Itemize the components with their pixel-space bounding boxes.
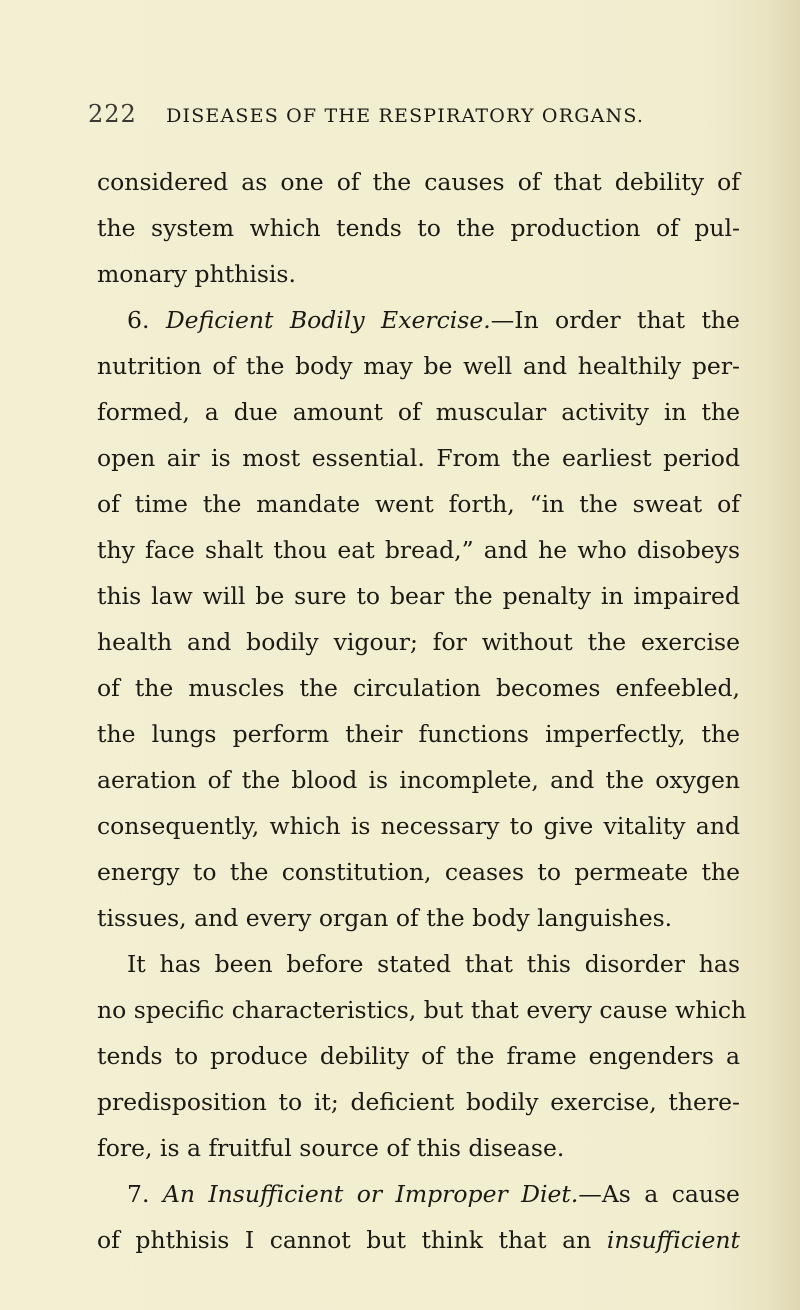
text-line-15: consequently, which is necessary to give vitality and	[97, 812, 740, 840]
text-line-3: monary phthisis.	[97, 260, 296, 288]
text-line-10: this law will be sure to bear the penalty in impaired	[97, 582, 740, 610]
text-line-21: predisposition to it; deficient bodily exercise, there-	[97, 1088, 740, 1116]
section-6-first-line	[127, 301, 740, 339]
section-6-heading: Deficient Bodily Exercise.	[165, 306, 491, 334]
text-line-16: energy to the constitution, ceases to permeate the	[97, 858, 740, 886]
text-line-20: tends to produce debility of the frame engenders a	[97, 1042, 740, 1070]
text-line-7: open air is most essential. From the earliest period	[97, 444, 740, 472]
page-header	[88, 100, 688, 140]
section-7-first-line	[127, 1175, 740, 1213]
text-line-5: nutrition of the body may be well and healthily per-	[97, 352, 740, 380]
text-line-9: thy face shalt thou eat bread,” and he who disobeys	[97, 536, 740, 564]
section-7-lead-text: —As a cause	[578, 1180, 740, 1208]
text-line-12: of the muscles the circulation becomes enfeebled,	[97, 674, 740, 702]
section-7-number: 7.	[127, 1180, 163, 1208]
page-number: 222	[88, 100, 137, 128]
text-line-13: the lungs perform their functions imperfectly, the	[97, 720, 740, 748]
text-line-8: of time the mandate went forth, “in the sweat of	[97, 490, 740, 518]
section-6-number: 6.	[127, 306, 166, 334]
text-line-24-italic: insufficient	[606, 1226, 740, 1254]
text-line-24	[97, 1221, 740, 1259]
section-6-lead-text: —In order that the	[490, 306, 740, 334]
text-line-22: fore, is a fruitful source of this disease.	[97, 1134, 565, 1162]
text-line-1: considered as one of the causes of that debility of	[97, 168, 740, 196]
text-line-14: aeration of the blood is incomplete, and the oxygen	[97, 766, 740, 794]
text-line-24-plain: of phthisis I cannot but think that an	[97, 1226, 607, 1254]
text-line-17: tissues, and every organ of the body languishes.	[97, 904, 673, 932]
text-line-19: no specific characteristics, but that every cause which	[97, 996, 747, 1024]
text-line-18: It has been before stated that this disorder has	[127, 950, 740, 978]
section-7-heading: An Insufficient or Improper Diet.	[162, 1180, 579, 1208]
text-line-2: the system which tends to the production of pul-	[97, 214, 740, 242]
text-line-11: health and bodily vigour; for without the exercise	[97, 628, 740, 656]
text-line-6: formed, a due amount of muscular activity in the	[97, 398, 740, 426]
running-head: DISEASES OF THE RESPIRATORY ORGANS.	[166, 105, 645, 127]
